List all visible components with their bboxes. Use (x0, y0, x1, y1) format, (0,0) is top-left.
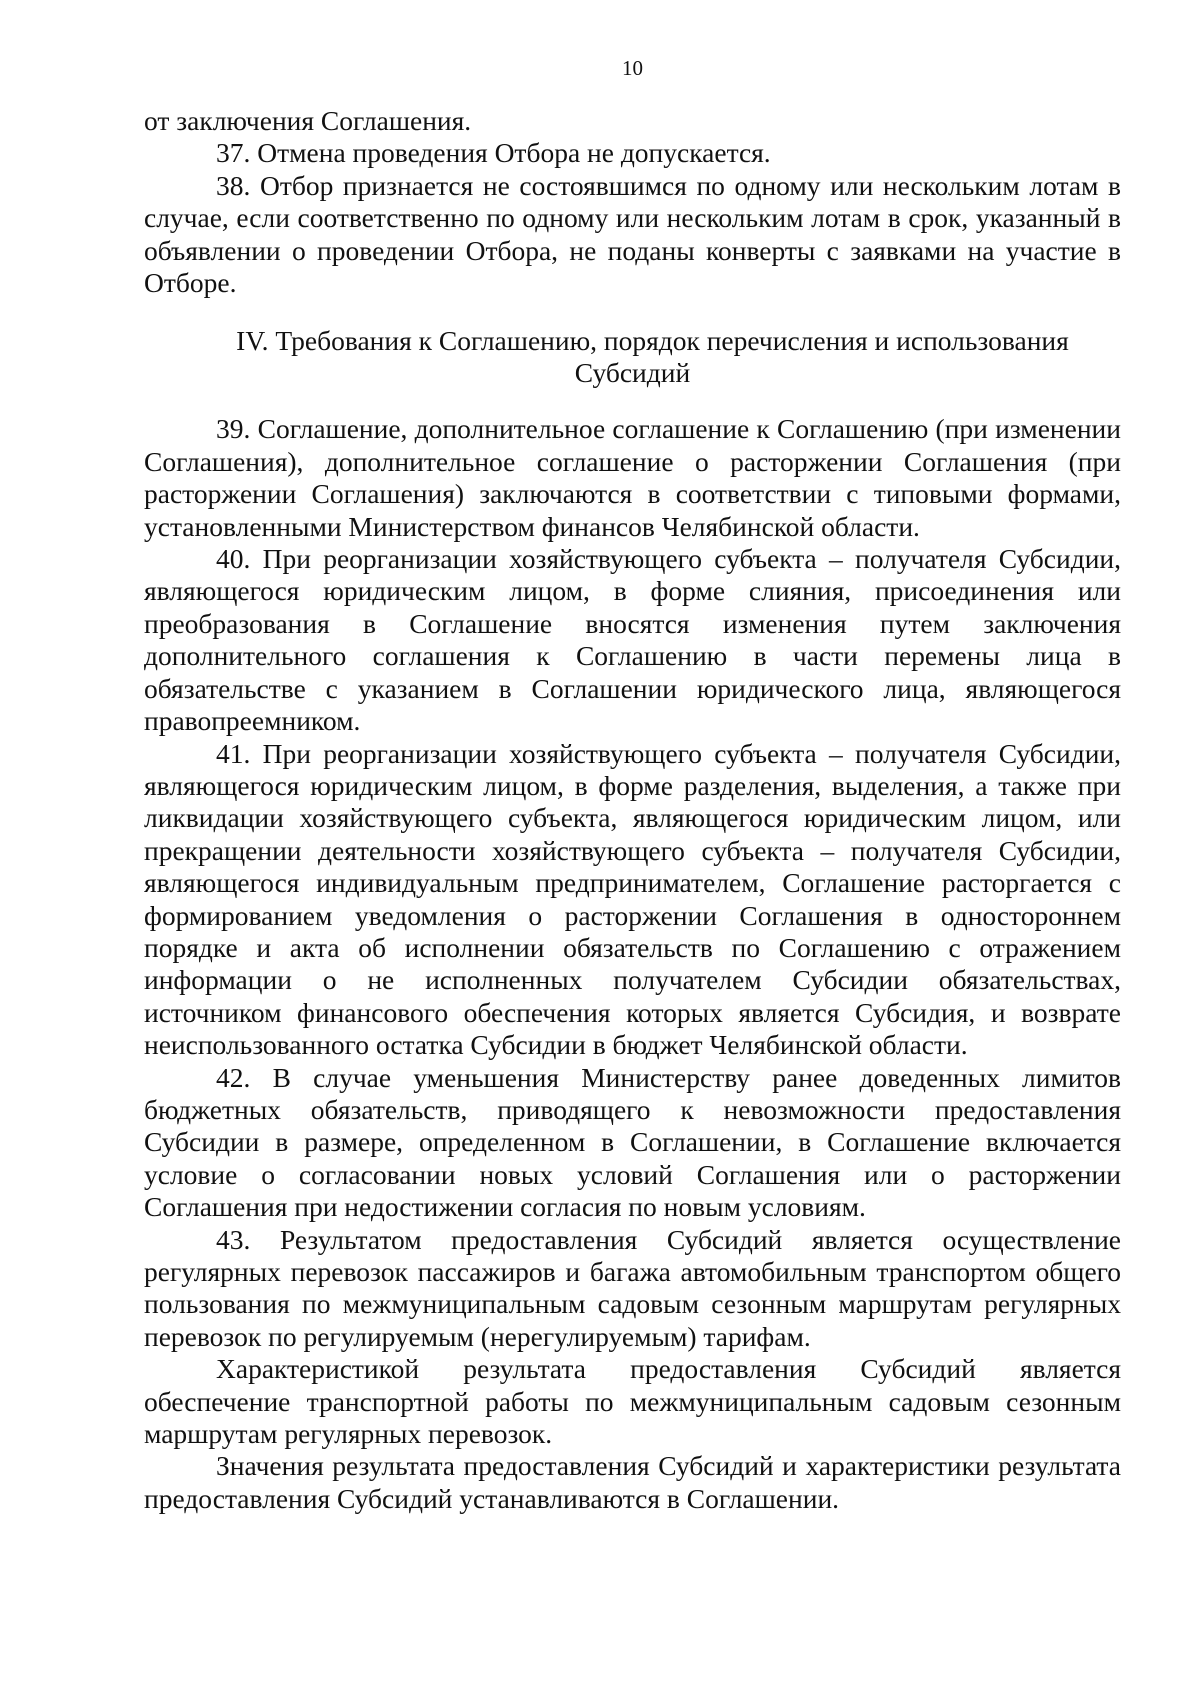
section-heading (144, 325, 1121, 389)
paragraph-result-values: Значения результата предоставления Субсидий и характеристики результата предоставления Субсидий устанавливаются в Соглашении. (144, 1450, 1121, 1514)
paragraph-40: 40. При реорганизации хозяйствующего субъекта – получателя Субсидии, являющегося юридическим лицом, в форме слияния, присоединения или преобразования в Соглашение вносятся изменения путем заключения дополнительного соглашения к Соглашению в части перемены лица в обязательстве с указанием в Соглашении юридического лица, являющегося правопреемником. (144, 543, 1121, 737)
page-number: 10 (622, 56, 643, 80)
paragraph-43: 43. Результатом предоставления Субсидий является осуществление регулярных перевозок пассажиров и багажа автомобильным транспортом общего пользования по межмуниципальным садовым сезонным маршрутам регулярных перевозок по регулируемым (нерегулируемым) тарифам. (144, 1223, 1121, 1352)
paragraph-continuation: от заключения Соглашения. (144, 105, 472, 136)
paragraph-38: 38. Отбор признается не состоявшимся по одному или нескольким лотам в случае, если соответственно по одному или нескольким лотам в срок, указанный в объявлении о проведении Отбора, не поданы конверты с заявками на участие в Отборе. (144, 169, 1121, 299)
section-heading-line-1: IV. Требования к Соглашению, порядок перечисления и использования (236, 325, 1069, 357)
paragraph-42: 42. В случае уменьшения Министерству ранее доведенных лимитов бюджетных обязательств, приводящего к невозможности предоставления Субсидии в размере, определенном в Соглашении, в Соглашение включается условие о согласовании новых условий Соглашения или о расторжении Соглашения при недостижении согласия по новым условиям. (144, 1061, 1121, 1223)
paragraph-39: 39. Соглашение, дополнительное соглашение к Соглашению (при изменении Соглашения), дополнительное соглашение о расторжении Соглашения (при расторжении Соглашения) заключаются в соответствии с типовыми формами, установленными Министерством финансов Челябинской области. (144, 413, 1121, 542)
section-heading-line-2: Субсидий (574, 357, 691, 389)
paragraph-41: 41. При реорганизации хозяйствующего субъекта – получателя Субсидии, являющегося юридическим лицом, в форме разделения, выделения, а также при ликвидации хозяйствующего субъекта, являющегося юридическим лицом, или прекращении деятельности хозяйствующего субъекта – получателя Субсидии, являющегося индивидуальным предпринимателем, Соглашение расторгается с формированием уведомления о расторжении Соглашения в одностороннем порядке и акта об исполнении обязательств по Соглашению с отражением информации о не исполненных получателем Субсидии обязательствах, источником финансового обеспечения которых является Субсидия, и возврате неиспользованного остатка Субсидии в бюджет Челябинской области. (144, 737, 1121, 1061)
document-body (144, 105, 1121, 1515)
paragraph-37: 37. Отмена проведения Отбора не допускается. (216, 137, 771, 169)
paragraph-result-characteristic: Характеристикой результата предоставления Субсидий является обеспечение транспортной работы по межмуниципальным садовым сезонным маршрутам регулярных перевозок. (144, 1353, 1121, 1450)
